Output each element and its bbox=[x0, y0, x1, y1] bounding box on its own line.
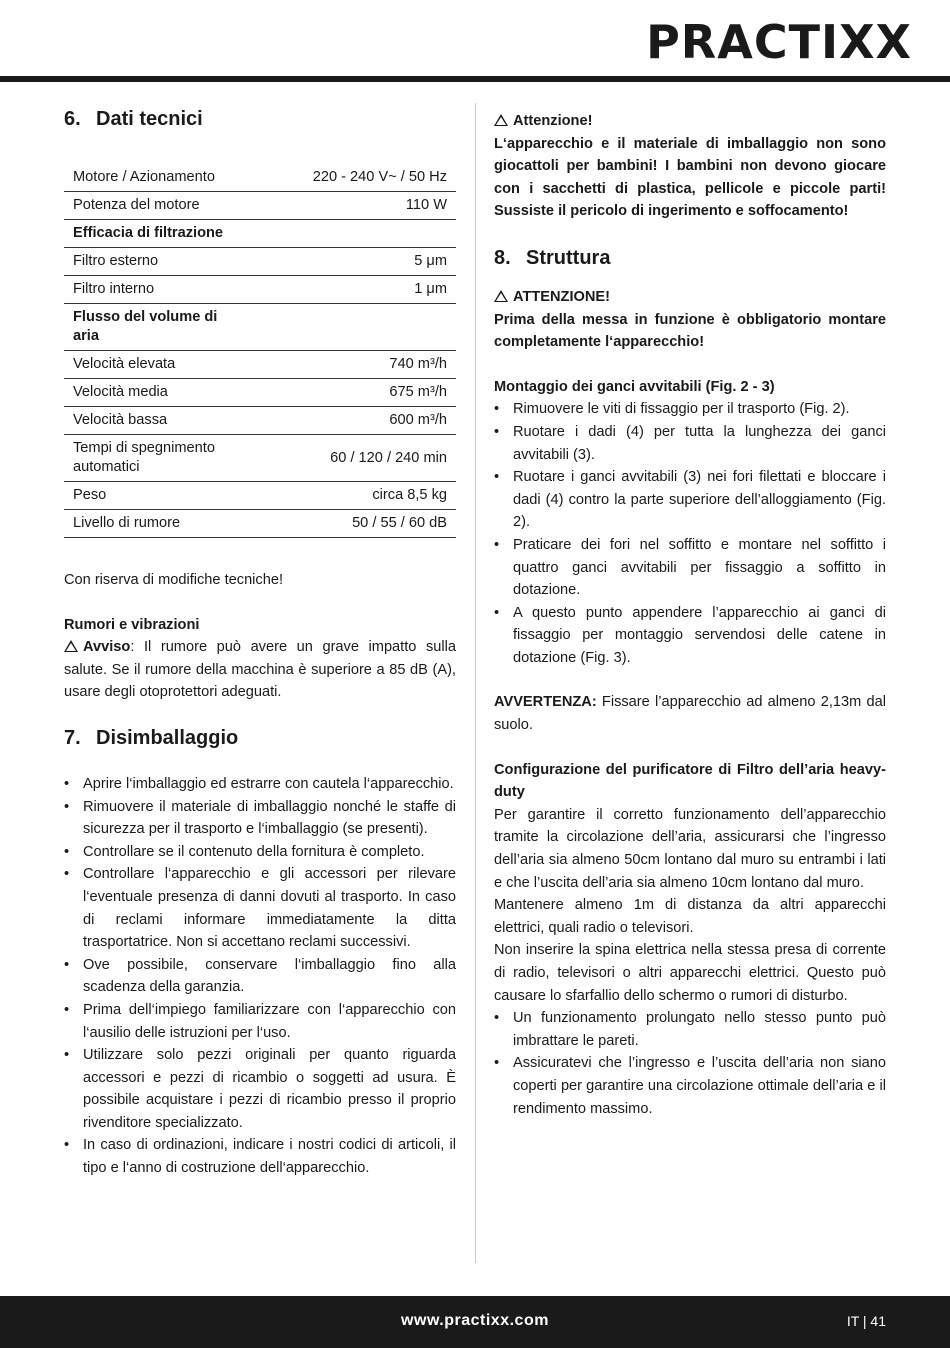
list-item: • Utilizzare solo pezzi originali per quanto riguarda accessori e pezzi di ricambio o soggetti ad usura. È possibile acquistare i pezzi di ricambio presso il proprio rivenditore specializzato. bbox=[64, 1044, 456, 1134]
section-number: 6. bbox=[64, 108, 81, 130]
table-row bbox=[64, 379, 456, 407]
section-title: Dati tecnici bbox=[96, 108, 203, 130]
page-number: IT | 41 bbox=[846, 1313, 886, 1329]
config-heading: Configurazione del purificatore di Filtro dell’aria heavy-duty bbox=[494, 761, 886, 801]
table-row bbox=[64, 164, 456, 192]
spec-label: Motore / Azionamento bbox=[64, 164, 252, 192]
list-item: • Rimuovere il materiale di imballaggio nonché le staffe di sicurezza per il trasporto e l‘imballaggio (se presenti). bbox=[64, 796, 456, 841]
spec-value: 110 W bbox=[252, 192, 456, 220]
config-paragraph: Per garantire il corretto funzionamento dell’apparecchio tramite la circolazione dell’aria, assicurarsi che l’ingresso dell’aria sia almeno 50cm lontano dal muro su entrambi i lati e che l’uscita dell’aria sia almeno 10cm lontano dal muro. bbox=[494, 806, 886, 891]
list-item: • Rimuovere le viti di fissaggio per il trasporto (Fig. 2). bbox=[494, 398, 886, 421]
spec-value: circa 8,5 kg bbox=[252, 482, 456, 510]
list-item: • Assicuratevi che l’ingresso e l’uscita dell’aria non siano coperti per garantire una circolazione ottimale dell’aria e il rendimento massimo. bbox=[494, 1052, 886, 1120]
list-item: • Prima dell‘impiego familiarizzare con l‘apparecchio con l‘ausilio delle istruzioni per l‘uso. bbox=[64, 999, 456, 1044]
list-item: • In caso di ordinazioni, indicare i nostri codici di articoli, il tipo e l‘anno di costruzione dell‘apparecchio. bbox=[64, 1134, 456, 1179]
spec-value bbox=[252, 304, 456, 351]
list-item: • Praticare dei fori nel soffitto e montare nel soffitto i quattro ganci avvitabili per fissaggio a soffitto in dotazione. bbox=[494, 534, 886, 602]
table-row bbox=[64, 510, 456, 538]
table-row bbox=[64, 276, 456, 304]
table-row bbox=[64, 304, 456, 351]
table-row bbox=[64, 435, 456, 482]
list-item: • Ove possibile, conservare l‘imballaggio fino alla scadenza della garanzia. bbox=[64, 954, 456, 999]
list-item: • Controllare se il contenuto della fornitura è completo. bbox=[64, 841, 456, 864]
spec-label: Potenza del motore bbox=[64, 192, 252, 220]
attention2-heading bbox=[494, 286, 886, 309]
spec-value: 600 m³/h bbox=[252, 407, 456, 435]
section-8-heading bbox=[494, 243, 886, 273]
spec-value: 740 m³/h bbox=[252, 351, 456, 379]
section-number: 8. bbox=[494, 246, 511, 269]
list-item: • Ruotare i ganci avvitabili (3) nei fori filettati e bloccare i dadi (4) contro la parte superiore dell’alloggiamento (Fig. 2). bbox=[494, 466, 886, 534]
config-paragraph: Mantenere almeno 1m di distanza da altri apparecchi elettrici, quali radio o televisori. bbox=[494, 897, 886, 936]
list-item: • Ruotare i dadi (4) per tutta la lunghezza dei ganci avvitabili (3). bbox=[494, 421, 886, 466]
spec-label: Velocità elevata bbox=[64, 351, 252, 379]
mounting-heading: Montaggio dei ganci avvitabili (Fig. 2 - 3) bbox=[494, 378, 775, 395]
noise-heading: Rumori e vibrazioni bbox=[64, 616, 200, 633]
spec-label: Livello di rumore bbox=[64, 510, 252, 538]
footer-bar bbox=[0, 1296, 950, 1348]
spec-label: Velocità bassa bbox=[64, 407, 252, 435]
spec-label: Filtro esterno bbox=[64, 248, 252, 276]
spec-label: Velocità media bbox=[64, 379, 252, 407]
left-column bbox=[64, 104, 456, 1180]
header-rule bbox=[0, 76, 950, 82]
section-number: 7. bbox=[64, 726, 81, 749]
warning-note-label: AVVERTENZA: bbox=[494, 694, 597, 711]
table-row bbox=[64, 248, 456, 276]
warning-triangle-icon bbox=[494, 290, 508, 302]
list-item: • Controllare l‘apparecchio e gli accessori per rilevare l‘eventuale presenza di danni dovuti al trasporto. In caso di reclami informare immediatamente la ditta trasportatrice. Non si accettano reclami successivi. bbox=[64, 863, 456, 953]
noise-warning-text: : Il rumore può avere un grave impatto sulla salute. Se il rumore della macchina è superiore a 85 dB (A), usare degli otoprotettori adeguati. bbox=[64, 639, 456, 701]
warning-note bbox=[494, 691, 886, 736]
table-row bbox=[64, 192, 456, 220]
column-divider bbox=[475, 103, 476, 1263]
section-6-heading bbox=[64, 104, 456, 134]
spec-value bbox=[252, 220, 456, 248]
spec-label: Efficacia di filtrazione bbox=[64, 220, 252, 248]
footer-url[interactable]: www.practixx.com bbox=[401, 1312, 549, 1329]
attention2-text: Prima della messa in funzione è obbligatorio montare completamente l‘apparecchio! bbox=[494, 311, 886, 351]
section-title: Struttura bbox=[526, 246, 611, 269]
list-item: • A questo punto appendere l’apparecchio ai ganci di fissaggio per montaggio servendosi delle catene in dotazione (Fig. 3). bbox=[494, 602, 886, 670]
table-row bbox=[64, 407, 456, 435]
attention-text: L‘apparecchio e il materiale di imballaggio non sono giocattoli per bambini! I bambini non devono giocare con i sacchetti di plastica, pellicole e piccole parti! Sussiste il pericolo di ingerimento e soffocamento! bbox=[494, 135, 886, 220]
warning-triangle-icon bbox=[494, 114, 508, 126]
section-title: Disimballaggio bbox=[96, 726, 239, 749]
attention-heading bbox=[494, 110, 886, 133]
spec-value: 1 μm bbox=[252, 276, 456, 304]
noise-warning bbox=[64, 636, 456, 704]
table-row bbox=[64, 351, 456, 379]
table-row bbox=[64, 482, 456, 510]
spec-value: 60 / 120 / 240 min bbox=[252, 435, 456, 482]
mounting-list bbox=[494, 398, 886, 669]
spec-value: 5 μm bbox=[252, 248, 456, 276]
technical-reserve-note: Con riserva di modifiche tecniche! bbox=[64, 572, 284, 588]
attention2-title: ATTENZIONE! bbox=[513, 288, 611, 305]
noise-warning-label: Avviso bbox=[83, 639, 131, 656]
spec-value: 220 - 240 V~ / 50 Hz bbox=[252, 164, 456, 192]
brand-logo: PRACTIXX bbox=[646, 15, 912, 69]
list-item: • Aprire l‘imballaggio ed estrarre con cautela l‘apparecchio. bbox=[64, 773, 456, 796]
config-list bbox=[494, 1007, 886, 1120]
warning-triangle-icon bbox=[64, 640, 78, 652]
section-7-heading bbox=[64, 723, 456, 753]
attention-title: Attenzione! bbox=[513, 113, 593, 129]
spec-value: 50 / 55 / 60 dB bbox=[252, 510, 456, 538]
table-row bbox=[64, 220, 456, 248]
warning-note-text: Fissare l’apparecchio ad almeno 2,13m dal suolo. bbox=[494, 694, 886, 734]
tech-data-table bbox=[64, 164, 456, 538]
spec-label: Flusso del volume di aria bbox=[64, 304, 252, 351]
spec-label: Peso bbox=[64, 482, 252, 510]
spec-value: 675 m³/h bbox=[252, 379, 456, 407]
right-column bbox=[494, 110, 886, 1120]
spec-label: Filtro interno bbox=[64, 276, 252, 304]
spec-label: Tempi di spegnimento automatici bbox=[64, 435, 252, 482]
config-paragraph: Non inserire la spina elettrica nella stessa presa di corrente di radio, televisori o altri apparecchi elettrici. Questo può causare lo sfarfallio dello schermo o rumori di disturbo. bbox=[494, 942, 886, 1004]
list-item: • Un funzionamento prolungato nello stesso punto può imbrattare le pareti. bbox=[494, 1007, 886, 1052]
unpacking-list bbox=[64, 773, 456, 1180]
